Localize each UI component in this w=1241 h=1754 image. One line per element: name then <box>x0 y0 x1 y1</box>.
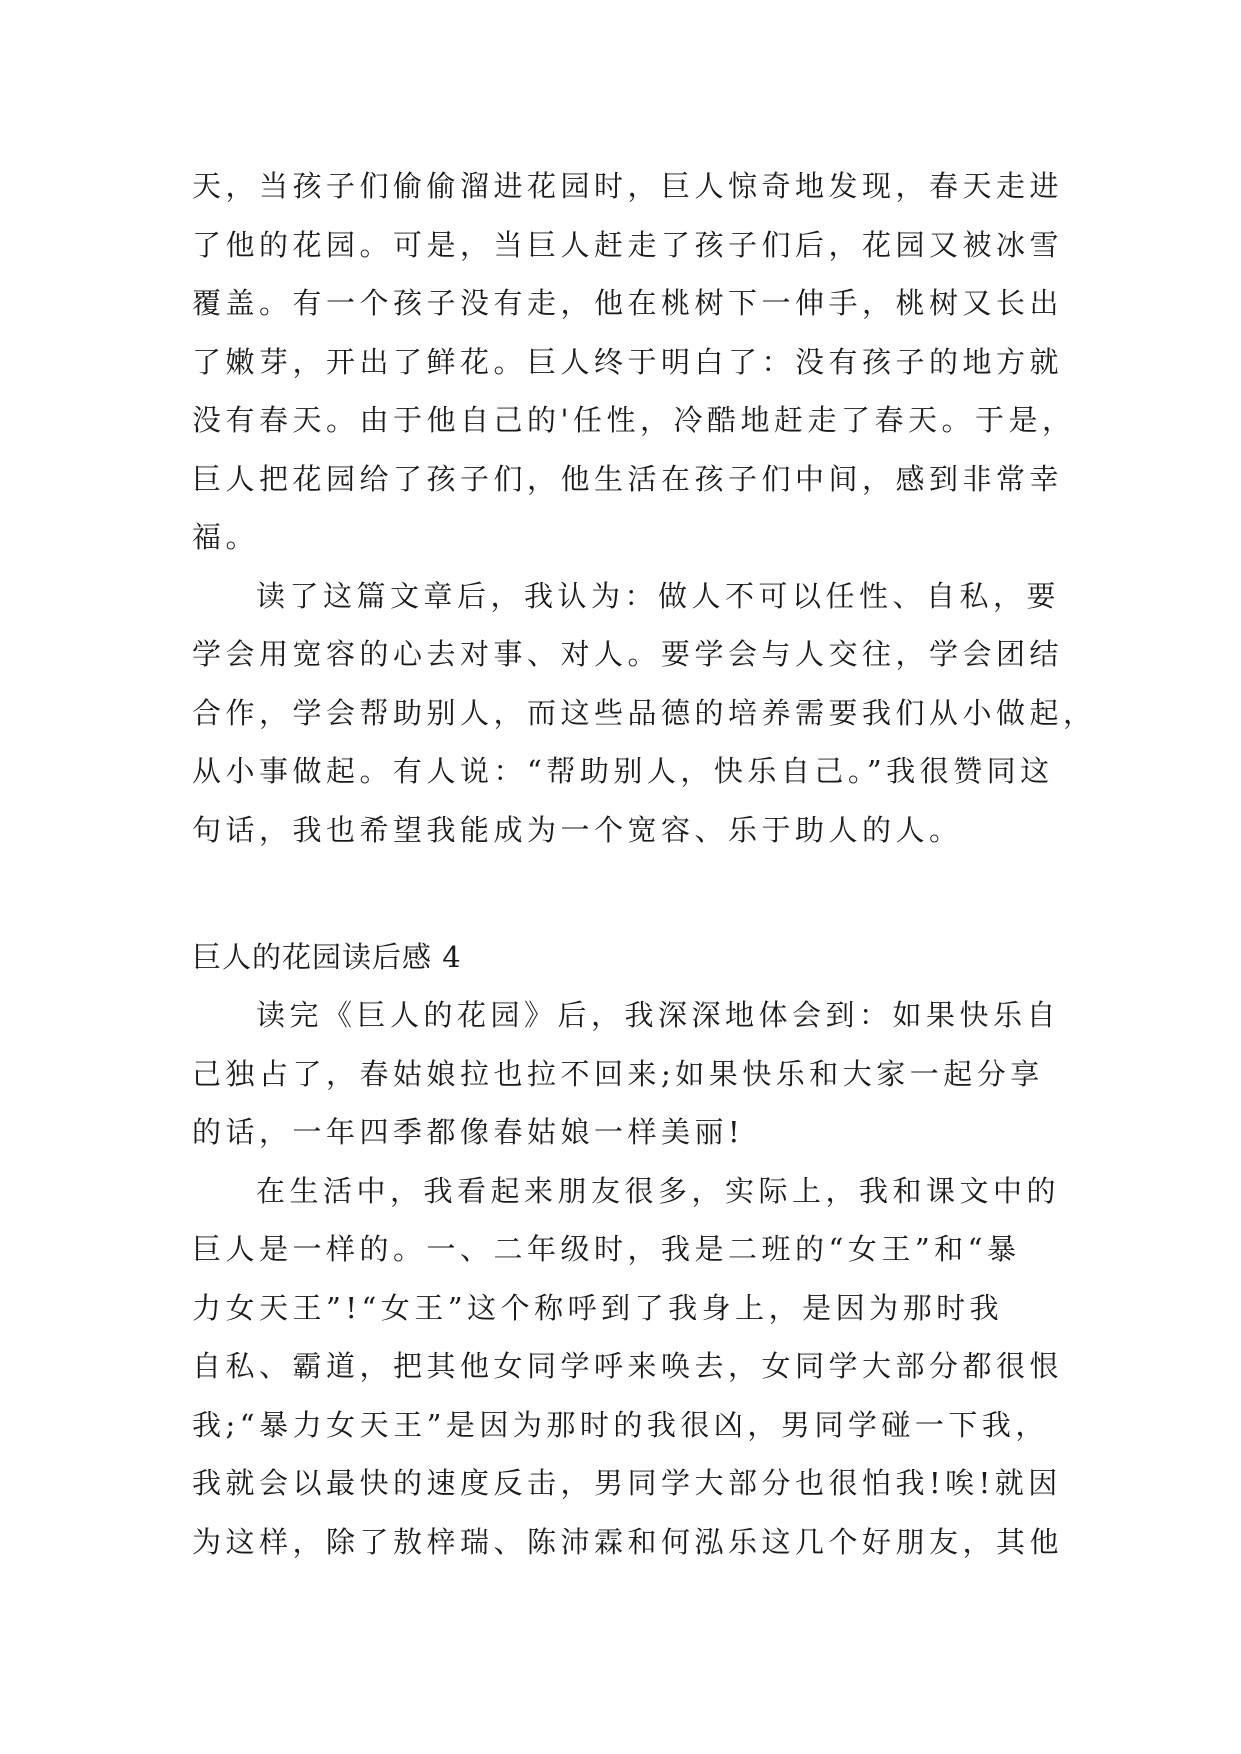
paragraph-3 <box>192 986 1061 1162</box>
text-line: 没有春天。由于他自己的'任性，冷酷地赶走了春天。于是， <box>192 403 1076 437</box>
text-line: 了嫩芽，开出了鲜花。巨人终于明白了：没有孩子的地方就 <box>192 344 1064 379</box>
blank-line <box>192 859 1054 918</box>
text-line: 的话，一年四季都像春姑娘一样美丽! <box>192 1115 745 1149</box>
text-line: 巨人是一样的。一、二年级时，我是二班的“女王”和“暴 <box>192 1232 1021 1266</box>
text-line: 自私、霸道，把其他女同学呼来唤去，女同学大部分都很恨 <box>192 1349 1064 1383</box>
text-line: 我;“暴力女天王”是因为那时的我很凶，男同学碰一下我， <box>192 1407 1049 1442</box>
text-line: 学会用宽容的心去对事、对人。要学会与人交往，学会团结 <box>192 637 1064 671</box>
text-line: 福。 <box>192 520 260 554</box>
paragraph-4 <box>192 1162 1064 1572</box>
text-line: 覆盖。有一个孩子没有走，他在桃树下一伸手，桃树又长出 <box>192 286 1064 320</box>
paragraph-2 <box>192 567 1097 860</box>
section-heading: 巨人的花园读后感 4 <box>192 939 462 974</box>
text-line: 天，当孩子们偷偷溜进花园时，巨人惊奇地发现，春天走进 <box>192 169 1064 203</box>
text-line: 我就会以最快的速度反击，男同学大部分也很怕我!唉!就因 <box>192 1466 1062 1500</box>
text-line: 力女天王”!“女王”这个称呼到了我身上，是因为那时我 <box>192 1290 1004 1325</box>
text-line: 巨人把花园给了孩子们，他生活在孩子们中间，感到非常幸 <box>192 461 1064 496</box>
text-line: 合作，学会帮助别人，而这些品德的培养需要我们从小做起， <box>192 695 1097 730</box>
paragraph-1 <box>192 157 1076 567</box>
text-line: 在生活中，我看起来朋友很多，实际上，我和课文中的 <box>256 1173 1061 1208</box>
text-line: 句话，我也希望我能成为一个宽容、乐于助人的人。 <box>192 812 963 847</box>
text-line: 从小事做起。有人说：“帮助别人，快乐自己。”我很赞同这 <box>192 754 1054 788</box>
text-line: 己独占了，春姑娘拉也拉不回来;如果快乐和大家一起分享 <box>192 1056 1044 1091</box>
text-line: 了他的花园。可是，当巨人赶走了孩子们后，花园又被冰雪 <box>192 227 1064 262</box>
document-page <box>192 157 1097 1571</box>
text-line: 为这样，除了敖梓瑞、陈沛霖和何泓乐这几个好朋友，其他 <box>192 1524 1064 1559</box>
text-line: 读了这篇文章后，我认为：做人不可以任性、自私，要 <box>256 578 1061 613</box>
text-line: 读完《巨人的花园》后，我深深地体会到：如果快乐自 <box>256 998 1061 1032</box>
